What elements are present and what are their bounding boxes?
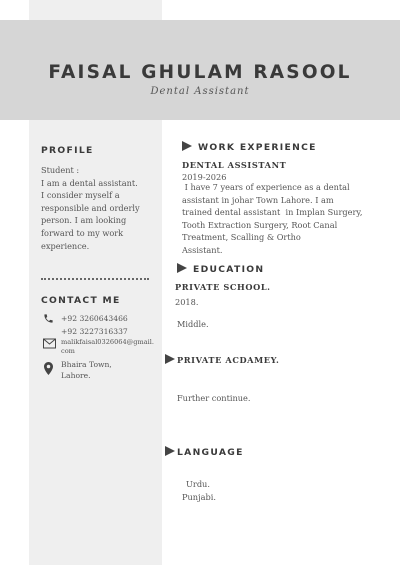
profile-line: person. I am looking (41, 215, 127, 226)
job-years: 2019-2026 (182, 172, 227, 182)
contact-heading: CONTACT ME (41, 295, 121, 306)
phone-number-2[interactable]: +92 3227316337 (61, 327, 128, 336)
location-pin-icon (44, 362, 53, 375)
job-line: Assistant. (182, 244, 223, 255)
profile-heading: PROFILE (41, 145, 94, 156)
triangle-bullet-icon (165, 446, 175, 456)
email-icon (43, 338, 56, 349)
candidate-role: Dental Assistant (150, 86, 250, 97)
phone-number-1[interactable]: +92 3260643466 (61, 314, 128, 323)
email-line: com (61, 347, 75, 355)
profile-line: I consider myself a (41, 190, 120, 201)
address-line: Bhaira Town, (61, 360, 112, 369)
phone-icon (43, 313, 54, 324)
job-line: Tooth Extraction Surgery, Root Canal (182, 219, 338, 230)
job-line: Treatment, Scalling & Ortho (182, 232, 301, 243)
profile-line: Student : (41, 165, 80, 175)
school-1-level: Middle. (177, 319, 209, 329)
job-line: I have 7 years of experience as a dental (182, 182, 350, 192)
address (61, 359, 112, 381)
triangle-bullet-icon (165, 354, 175, 364)
job-title: DENTAL ASSISTANT (182, 160, 287, 170)
school-2-note: Further continue. (177, 393, 251, 403)
education-heading: EDUCATION (193, 264, 265, 275)
triangle-bullet-icon (182, 141, 192, 151)
school-2-name: PRIVATE ACDAMEY. (177, 355, 280, 365)
email-line: malikfaisal0326064@gmail. (61, 338, 154, 346)
language-item: Punjabi. (182, 492, 216, 502)
job-description (182, 181, 363, 257)
profile-line: responsible and orderly (41, 202, 140, 213)
section-divider (41, 278, 149, 280)
work-experience-heading: WORK EXPERIENCE (198, 142, 317, 153)
address-line: Lahore. (61, 371, 91, 380)
profile-line: experience. (41, 240, 90, 251)
profile-text (41, 164, 140, 252)
job-line: assistant in johar Town Lahore. I am (182, 194, 334, 205)
profile-line: forward to my work (41, 227, 124, 238)
email-address[interactable] (61, 338, 154, 356)
job-line: trained dental assistant in Implan Surgery, (182, 207, 363, 218)
school-1-name: PRIVATE SCHOOL. (175, 282, 271, 292)
profile-line: I am a dental assistant. (41, 177, 138, 188)
triangle-bullet-icon (177, 263, 187, 273)
language-item: Urdu. (186, 479, 210, 489)
language-heading: LANGUAGE (177, 447, 244, 458)
candidate-name: FAISAL GHULAM RASOOL (48, 62, 352, 83)
school-1-year: 2018. (175, 297, 199, 307)
